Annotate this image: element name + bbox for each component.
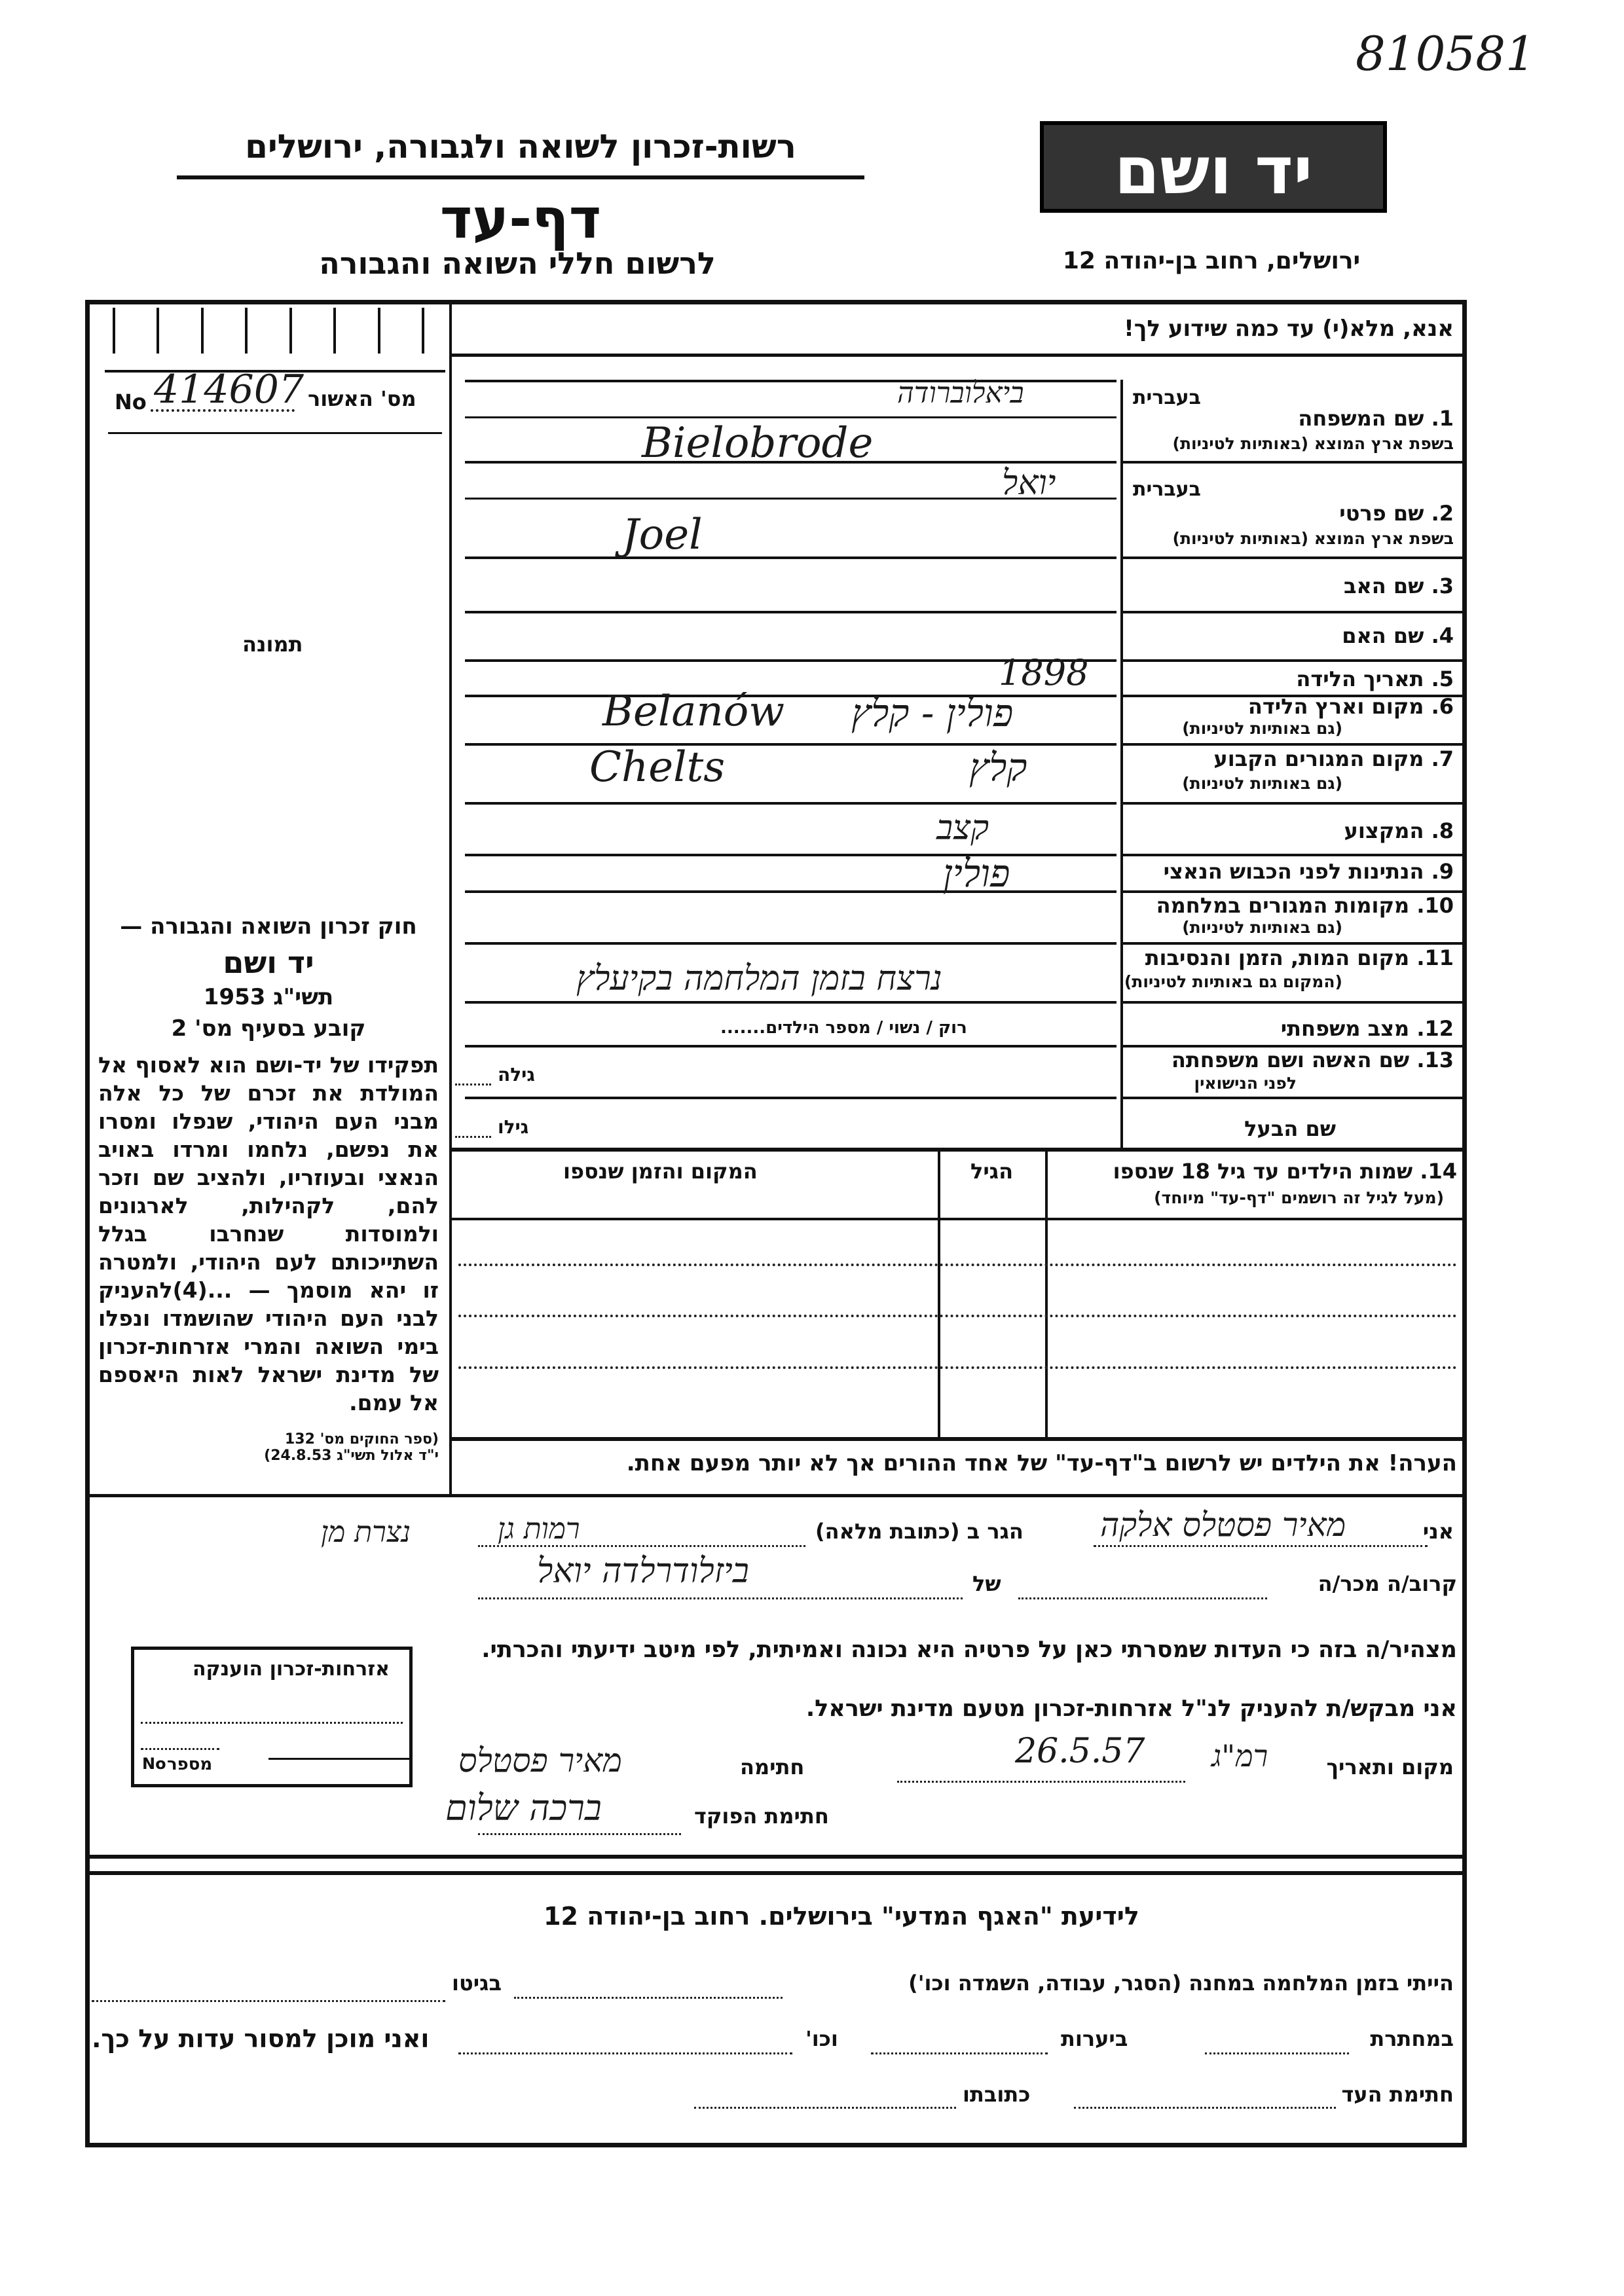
first-name-hebrew-value: יואל: [1002, 464, 1056, 503]
in-hebrew-label: בעברית: [1133, 386, 1201, 409]
scientific-dept-title: לידיעת "האגף המדעי" בירושלים. רחוב בן-יהודה 12: [544, 1902, 1139, 1931]
death-value: נרצח בזמן המלחמה בקיעלץ: [576, 959, 942, 998]
officer-signature-label: חתימת הפוקד: [694, 1804, 829, 1829]
org-name: רשות-זכרון לשואה ולגבורה, ירושלים: [245, 128, 796, 166]
residence-latin-value: Chelts: [589, 743, 726, 792]
field-label-birthplace: 6. מקום וארץ הלידה: [1247, 694, 1454, 719]
witness-address-label: כתובתו: [963, 2082, 1031, 2107]
etc-label: וכו': [805, 2026, 838, 2051]
wife-age-label: גילה: [498, 1064, 535, 1085]
law-ref-2: י"ד אלול תשי"ג 24.8.53): [264, 1448, 439, 1464]
residence-hebrew-value: קלץ: [969, 745, 1027, 790]
citizenship-number-label: מספר: [167, 1755, 213, 1774]
address: ירושלים, רחוב בן-יהודה 12: [1062, 247, 1361, 274]
law-body: תפקידו של יד-ושם הוא לאסוף אל המולדת את זכרם של כל אלה מבני העם היהודי, שנפלו ומסרו את נפשם, נלחמו ומרדו באויב הנאצי ובעוזריו, ולהציב שם וזכר להם, לקהילות, לארגונים ולמוסדות שנחרבו בגלל השתייכותם לעם היהודי, ולמטרה זו יהא מוסמך — ...(4)להעניק לבני העם היהודי שהושמדו ונפלו בימי השואה והמרי אזרחות-זכרון של מדינת ישראל לאות היאספם אל עמם.: [98, 1052, 439, 1415]
field-label-occupation: 8. המקצוע: [1344, 818, 1454, 843]
certificate-value: 414607: [154, 367, 304, 412]
address-value[interactable]: רמות גן: [498, 1512, 580, 1546]
law-year: תשי"ג 1953: [203, 984, 334, 1010]
page-subtitle: לרשום חללי השואה והגבורה: [319, 246, 716, 281]
officer-signature-value[interactable]: ברכה שלום: [445, 1787, 602, 1829]
testimony-offer: ואני מוכן למסור עדות על כך.: [92, 2024, 430, 2053]
surname-hebrew-value: ביאלוברודה: [897, 376, 1024, 410]
law-yad-vashem: יד ושם: [223, 945, 314, 980]
citizenship-box: [131, 1647, 413, 1787]
citizenship-no-label: No: [142, 1755, 166, 1773]
children-age-header: הגיל: [970, 1159, 1014, 1184]
instruction: אנא, מלא(י) עד כמה שידוע לך!: [1124, 316, 1454, 342]
children-place-header: המקום והזמן שנספו: [563, 1159, 758, 1184]
marital-options: רוק / נשוי / מספר הילדים.......: [720, 1018, 967, 1038]
archive-number: 810581: [1356, 26, 1536, 81]
child-row: [458, 1366, 1457, 1369]
field-label-marital: 12. מצב משפחתי: [1280, 1016, 1454, 1041]
address-extra-value: נצרת מן: [321, 1516, 411, 1549]
field-label-wife: 13. שם האשה ושם משפחתה: [1171, 1048, 1454, 1072]
children-header-note: (מעל לגיל זה רושמים "דף-עד" מיוחד): [1154, 1188, 1444, 1207]
birthplace-hebrew-value: פולין - קלץ: [851, 691, 1014, 735]
field-label-mother: 4. שם האם: [1342, 623, 1454, 648]
forests-label: ביערות: [1061, 2026, 1128, 2051]
statement: מצהיר/ה בזה כי העדות שמסרתי כאן על פרטיה היא נכונה ואמיתית, לפי מיטב ידיעתי והכרתי.: [481, 1637, 1457, 1663]
code-ticks: [92, 308, 445, 370]
signature-label: חתימה: [740, 1755, 805, 1779]
surname-latin-value: Bielobrode: [642, 419, 874, 467]
children-note: הערה! את הילדים יש לרשום ב"דף-עד" של אחד ההורים אך לא יותר מפעם אחת.: [626, 1450, 1457, 1476]
latin-note: בשפת ארץ המוצא (באותיות לטיניות): [1172, 529, 1454, 548]
latin-note: בשפת ארץ המוצא (באותיות לטיניות): [1172, 434, 1454, 453]
field-label-death: 11. מקום המות, הזמן והנסיבות: [1145, 945, 1454, 970]
birth-date-value: 1898: [999, 652, 1089, 693]
field-label-surname: 1. שם המשפחה: [1298, 406, 1454, 431]
underground-label: במחתרת: [1370, 2026, 1454, 2051]
declarant-name-value[interactable]: מאיר פסטלס אלקה: [1100, 1506, 1346, 1544]
page-title: דף-עד: [439, 187, 602, 251]
in-hebrew-label: בעברית: [1133, 478, 1201, 501]
signature-value[interactable]: מאיר פסטלס: [458, 1741, 622, 1779]
ghetto-label: בגיטו: [452, 1971, 502, 1995]
maiden-note: לפני הנישואין: [1194, 1074, 1297, 1093]
place-value[interactable]: רמ"ג: [1211, 1738, 1268, 1774]
children-header: 14. שמות הילדים עד גיל 18 שנספו: [1113, 1159, 1457, 1184]
nationality-value: פולין: [943, 851, 1010, 896]
field-label-wartime-residence: 10. מקומות המגורים במלחמה: [1156, 893, 1454, 918]
field-label-residence: 7. מקום המגורים הקבוע: [1213, 746, 1454, 771]
birthplace-latin-value: Belanów: [602, 687, 785, 736]
address-label: הגר ב (כתובת מלאה): [815, 1519, 1024, 1544]
yad-vashem-logo: יד ושם: [1040, 121, 1387, 213]
field-label-birth-date: 5. תאריך הלידה: [1296, 666, 1454, 691]
left-column-divider: [449, 300, 452, 1495]
field-label-husband: שם הבעל: [1244, 1116, 1336, 1141]
latin-note: (גם באותיות לטיניות): [1182, 774, 1342, 793]
relation-label: קרוב/ה מכר/ה: [1318, 1571, 1457, 1596]
place-date-label: מקום ותאריך: [1326, 1755, 1454, 1779]
husband-age-label: גילו: [498, 1116, 529, 1138]
law-section: קובע בסעיף מס' 2: [171, 1015, 366, 1042]
declarant-label: אני: [1422, 1519, 1454, 1544]
occupation-value: קצב: [936, 809, 989, 848]
first-name-latin-value: Joel: [622, 511, 703, 559]
relation-value[interactable]: ביזלודרלדה יואל: [537, 1552, 749, 1591]
law-ref-1: (ספר החוקים מס' 132: [284, 1431, 439, 1448]
certificate-label: מס' האשור: [308, 386, 416, 411]
of-label: של: [972, 1571, 1001, 1596]
latin-note: (גם באותיות לטיניות): [1182, 719, 1342, 738]
law-title: חוק זכרון השואה והגבורה —: [120, 913, 417, 939]
latin-note: (גם באותיות לטיניות): [1182, 918, 1342, 937]
witness-signature-label: חתימת העד: [1341, 2082, 1454, 2107]
camp-label: הייתי בזמן המלחמה במחנה (הסגר, עבודה, השמדה וכו'): [908, 1971, 1454, 1995]
field-label-nationality: 9. הנתינות לפני הכבוש הנאצי: [1163, 859, 1454, 884]
law-text: [98, 913, 439, 1464]
citizenship-box-title: אזרחות-זכרון הוענקה: [192, 1658, 390, 1681]
certificate-no: No: [115, 390, 147, 414]
child-row: [458, 1315, 1457, 1317]
photo-label: תמונה: [242, 632, 303, 657]
field-label-father: 3. שם האב: [1343, 574, 1454, 598]
field-label-first-name: 2. שם פרטי: [1339, 501, 1454, 526]
citizenship-request: אני מבקש/ת להעניק לנ"ל אזרחות-זכרון מטעם מדינת ישראל.: [805, 1696, 1457, 1722]
child-row: [458, 1264, 1457, 1266]
latin-note: (המקום גם באותיות לטיניות): [1124, 972, 1342, 991]
date-value[interactable]: 26.5.57: [1015, 1732, 1145, 1771]
